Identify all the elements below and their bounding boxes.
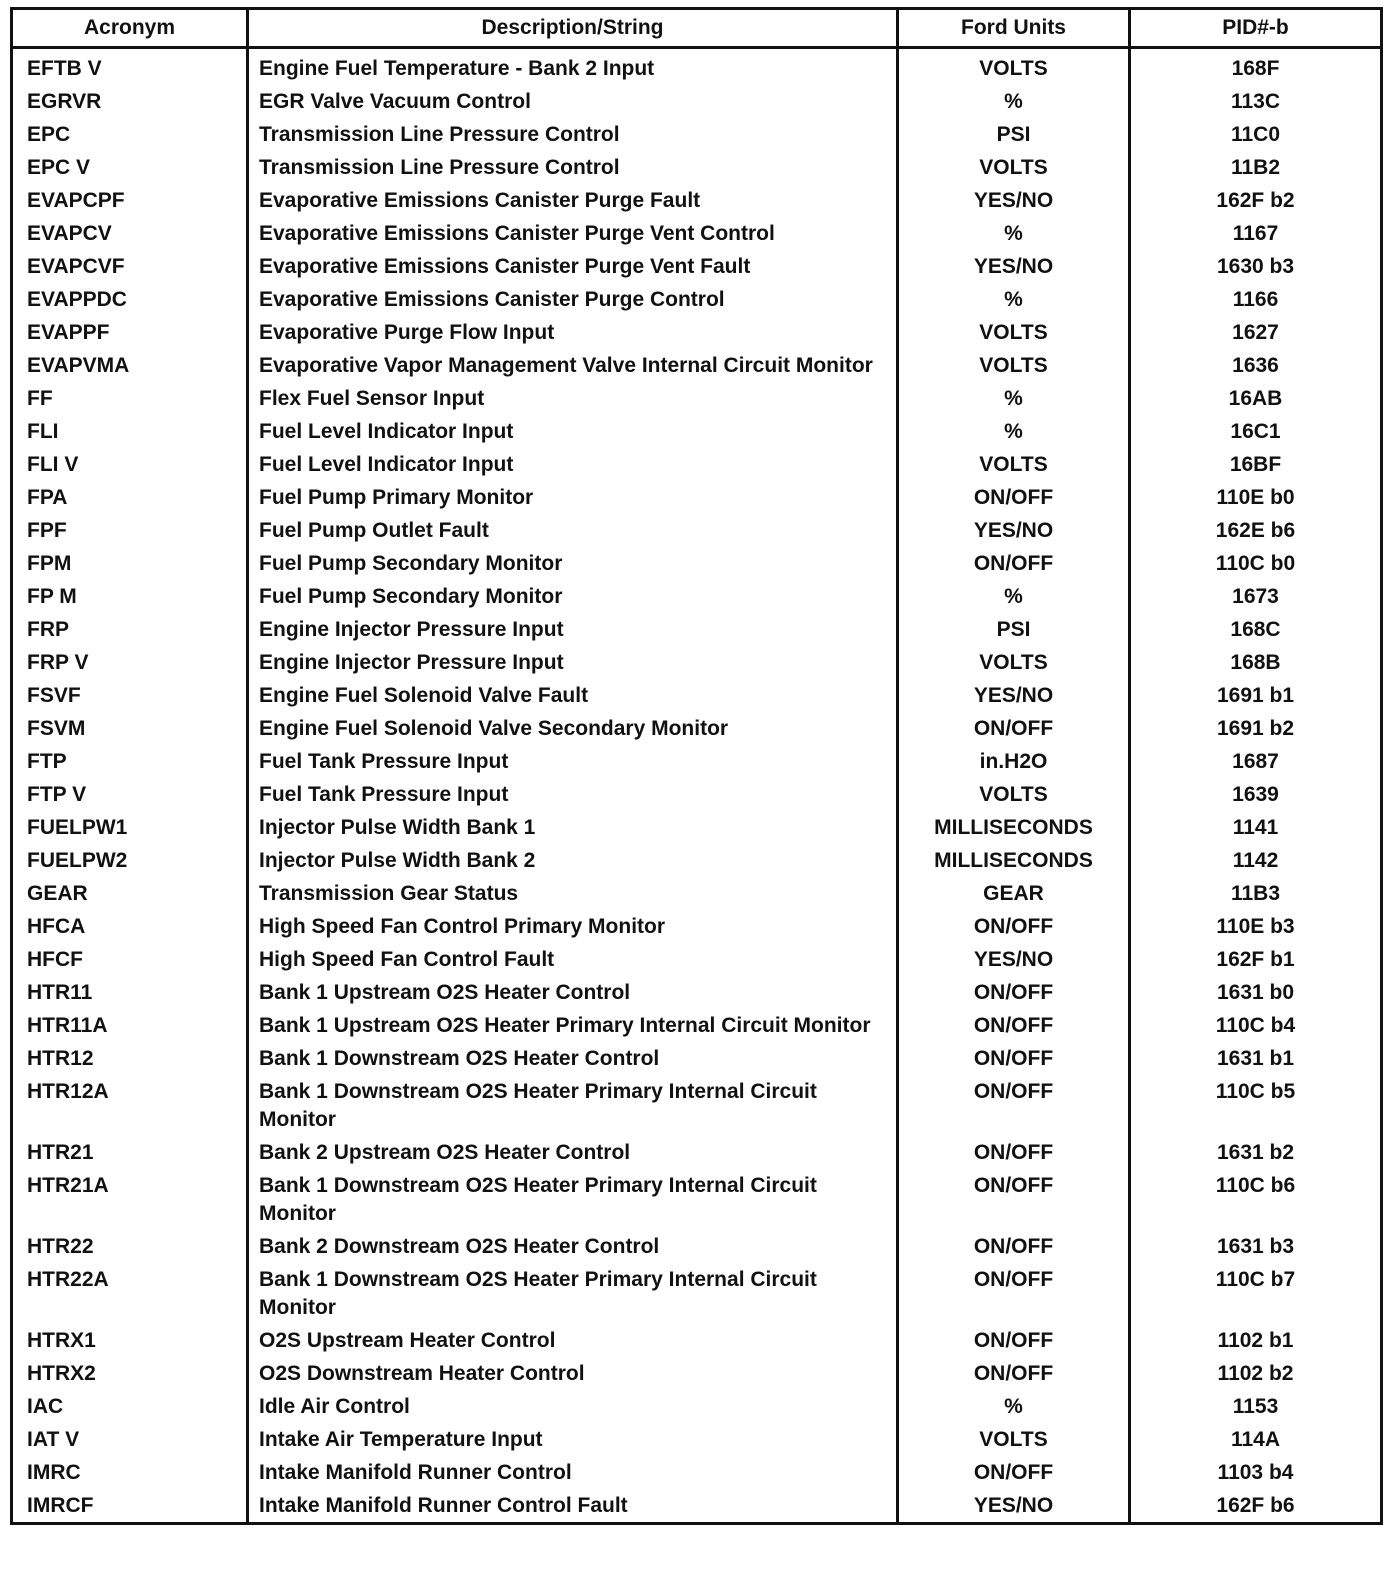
table-row xyxy=(12,1423,1382,1456)
cell-description: Fuel Tank Pressure Input xyxy=(248,778,898,811)
table-row xyxy=(12,1489,1382,1524)
table-row xyxy=(12,1009,1382,1042)
table-row xyxy=(12,1456,1382,1489)
cell-acronym: FRP V xyxy=(12,646,248,679)
cell-pid: 1142 xyxy=(1130,844,1382,877)
cell-units: ON/OFF xyxy=(898,1357,1130,1390)
cell-acronym: FUELPW2 xyxy=(12,844,248,877)
cell-acronym: FP M xyxy=(12,580,248,613)
table-row xyxy=(12,349,1382,382)
cell-description: Bank 1 Downstream O2S Heater Primary Internal Circuit Monitor xyxy=(248,1169,898,1230)
cell-units: % xyxy=(898,217,1130,250)
table-row xyxy=(12,448,1382,481)
cell-units: YES/NO xyxy=(898,184,1130,217)
cell-acronym: FF xyxy=(12,382,248,415)
table-row xyxy=(12,217,1382,250)
cell-acronym: FLI xyxy=(12,415,248,448)
table-row xyxy=(12,415,1382,448)
cell-description: Evaporative Vapor Management Valve Internal Circuit Monitor xyxy=(248,349,898,382)
cell-units: VOLTS xyxy=(898,448,1130,481)
cell-acronym: EVAPVMA xyxy=(12,349,248,382)
cell-pid: 1141 xyxy=(1130,811,1382,844)
cell-units: ON/OFF xyxy=(898,1263,1130,1324)
table-row xyxy=(12,1263,1382,1324)
cell-description: Fuel Pump Secondary Monitor xyxy=(248,547,898,580)
cell-description: Engine Fuel Solenoid Valve Secondary Monitor xyxy=(248,712,898,745)
table-row xyxy=(12,778,1382,811)
cell-description: Engine Fuel Temperature - Bank 2 Input xyxy=(248,48,898,86)
header-pid: PID#-b xyxy=(1130,9,1382,48)
table-body xyxy=(12,48,1382,1524)
cell-acronym: EVAPCPF xyxy=(12,184,248,217)
cell-description: Fuel Level Indicator Input xyxy=(248,415,898,448)
cell-acronym: HTRX1 xyxy=(12,1324,248,1357)
cell-units: ON/OFF xyxy=(898,976,1130,1009)
cell-description: Transmission Line Pressure Control xyxy=(248,151,898,184)
table-row xyxy=(12,580,1382,613)
cell-pid: 11B3 xyxy=(1130,877,1382,910)
table-row xyxy=(12,745,1382,778)
cell-pid: 1102 b1 xyxy=(1130,1324,1382,1357)
table-row xyxy=(12,646,1382,679)
cell-acronym: EVAPCV xyxy=(12,217,248,250)
cell-acronym: HTR11 xyxy=(12,976,248,1009)
cell-units: ON/OFF xyxy=(898,1456,1130,1489)
cell-description: Bank 1 Downstream O2S Heater Control xyxy=(248,1042,898,1075)
cell-acronym: IMRCF xyxy=(12,1489,248,1524)
cell-acronym: FTP xyxy=(12,745,248,778)
cell-units: ON/OFF xyxy=(898,712,1130,745)
cell-description: Evaporative Emissions Canister Purge Control xyxy=(248,283,898,316)
cell-description: Bank 1 Upstream O2S Heater Control xyxy=(248,976,898,1009)
cell-description: Intake Manifold Runner Control xyxy=(248,1456,898,1489)
table-row xyxy=(12,250,1382,283)
cell-acronym: HTR22 xyxy=(12,1230,248,1263)
cell-acronym: FPF xyxy=(12,514,248,547)
cell-units: ON/OFF xyxy=(898,547,1130,580)
cell-pid: 110C b7 xyxy=(1130,1263,1382,1324)
cell-acronym: HFCA xyxy=(12,910,248,943)
cell-acronym: IAT V xyxy=(12,1423,248,1456)
cell-units: VOLTS xyxy=(898,349,1130,382)
header-units: Ford Units xyxy=(898,9,1130,48)
cell-units: ON/OFF xyxy=(898,1169,1130,1230)
cell-acronym: HTR21 xyxy=(12,1136,248,1169)
table-row xyxy=(12,85,1382,118)
cell-pid: 168B xyxy=(1130,646,1382,679)
cell-acronym: EVAPPDC xyxy=(12,283,248,316)
cell-description: Evaporative Emissions Canister Purge Fault xyxy=(248,184,898,217)
cell-pid: 16C1 xyxy=(1130,415,1382,448)
table-row xyxy=(12,1169,1382,1230)
cell-pid: 16AB xyxy=(1130,382,1382,415)
cell-description: Engine Injector Pressure Input xyxy=(248,646,898,679)
cell-acronym: EVAPPF xyxy=(12,316,248,349)
cell-units: ON/OFF xyxy=(898,1009,1130,1042)
table-row xyxy=(12,877,1382,910)
cell-pid: 162E b6 xyxy=(1130,514,1382,547)
cell-description: Fuel Pump Secondary Monitor xyxy=(248,580,898,613)
cell-pid: 168C xyxy=(1130,613,1382,646)
cell-acronym: HTR12 xyxy=(12,1042,248,1075)
cell-units: ON/OFF xyxy=(898,481,1130,514)
cell-description: Evaporative Emissions Canister Purge Vent Fault xyxy=(248,250,898,283)
cell-pid: 1153 xyxy=(1130,1390,1382,1423)
cell-acronym: HTR22A xyxy=(12,1263,248,1324)
cell-description: EGR Valve Vacuum Control xyxy=(248,85,898,118)
cell-pid: 11B2 xyxy=(1130,151,1382,184)
table-row xyxy=(12,712,1382,745)
cell-description: High Speed Fan Control Fault xyxy=(248,943,898,976)
table-row xyxy=(12,1042,1382,1075)
cell-pid: 1631 b3 xyxy=(1130,1230,1382,1263)
cell-pid: 162F b1 xyxy=(1130,943,1382,976)
cell-description: Flex Fuel Sensor Input xyxy=(248,382,898,415)
cell-units: ON/OFF xyxy=(898,1324,1130,1357)
cell-units: ON/OFF xyxy=(898,1042,1130,1075)
cell-description: Engine Fuel Solenoid Valve Fault xyxy=(248,679,898,712)
cell-pid: 110C b6 xyxy=(1130,1169,1382,1230)
table-header xyxy=(12,9,1382,48)
cell-pid: 1627 xyxy=(1130,316,1382,349)
cell-acronym: FLI V xyxy=(12,448,248,481)
cell-acronym: IAC xyxy=(12,1390,248,1423)
cell-description: O2S Downstream Heater Control xyxy=(248,1357,898,1390)
cell-units: YES/NO xyxy=(898,1489,1130,1524)
cell-pid: 110C b0 xyxy=(1130,547,1382,580)
cell-units: GEAR xyxy=(898,877,1130,910)
cell-units: % xyxy=(898,1390,1130,1423)
cell-description: Intake Manifold Runner Control Fault xyxy=(248,1489,898,1524)
cell-pid: 110E b0 xyxy=(1130,481,1382,514)
cell-units: YES/NO xyxy=(898,943,1130,976)
cell-pid: 110C b5 xyxy=(1130,1075,1382,1136)
table-row xyxy=(12,976,1382,1009)
cell-description: Fuel Level Indicator Input xyxy=(248,448,898,481)
cell-acronym: EPC V xyxy=(12,151,248,184)
pid-reference-page xyxy=(10,7,1380,1525)
cell-description: O2S Upstream Heater Control xyxy=(248,1324,898,1357)
cell-units: VOLTS xyxy=(898,316,1130,349)
table-row xyxy=(12,910,1382,943)
table-row xyxy=(12,151,1382,184)
cell-units: YES/NO xyxy=(898,250,1130,283)
cell-pid: 1691 b2 xyxy=(1130,712,1382,745)
cell-units: ON/OFF xyxy=(898,1075,1130,1136)
cell-description: Bank 2 Downstream O2S Heater Control xyxy=(248,1230,898,1263)
cell-pid: 16BF xyxy=(1130,448,1382,481)
table-row xyxy=(12,1075,1382,1136)
table-row xyxy=(12,283,1382,316)
cell-units: ON/OFF xyxy=(898,910,1130,943)
cell-description: Intake Air Temperature Input xyxy=(248,1423,898,1456)
cell-pid: 1639 xyxy=(1130,778,1382,811)
cell-description: Idle Air Control xyxy=(248,1390,898,1423)
cell-acronym: HTR21A xyxy=(12,1169,248,1230)
table-row xyxy=(12,1136,1382,1169)
cell-units: % xyxy=(898,283,1130,316)
cell-pid: 1636 xyxy=(1130,349,1382,382)
cell-description: Injector Pulse Width Bank 1 xyxy=(248,811,898,844)
cell-pid: 113C xyxy=(1130,85,1382,118)
cell-pid: 162F b2 xyxy=(1130,184,1382,217)
cell-acronym: FSVF xyxy=(12,679,248,712)
cell-units: in.H2O xyxy=(898,745,1130,778)
cell-units: % xyxy=(898,415,1130,448)
cell-units: VOLTS xyxy=(898,646,1130,679)
cell-acronym: FPM xyxy=(12,547,248,580)
cell-acronym: FSVM xyxy=(12,712,248,745)
cell-description: Fuel Tank Pressure Input xyxy=(248,745,898,778)
cell-pid: 1691 b1 xyxy=(1130,679,1382,712)
cell-pid: 1102 b2 xyxy=(1130,1357,1382,1390)
cell-description: Engine Injector Pressure Input xyxy=(248,613,898,646)
table-row xyxy=(12,48,1382,86)
cell-pid: 1630 b3 xyxy=(1130,250,1382,283)
table-row xyxy=(12,184,1382,217)
cell-description: Bank 1 Upstream O2S Heater Primary Internal Circuit Monitor xyxy=(248,1009,898,1042)
table-row xyxy=(12,1230,1382,1263)
table-row xyxy=(12,811,1382,844)
cell-description: Bank 1 Downstream O2S Heater Primary Internal Circuit Monitor xyxy=(248,1263,898,1324)
cell-units: ON/OFF xyxy=(898,1230,1130,1263)
cell-pid: 1103 b4 xyxy=(1130,1456,1382,1489)
cell-description: Evaporative Emissions Canister Purge Vent Control xyxy=(248,217,898,250)
cell-pid: 110C b4 xyxy=(1130,1009,1382,1042)
table-row xyxy=(12,481,1382,514)
cell-units: % xyxy=(898,580,1130,613)
cell-pid: 168F xyxy=(1130,48,1382,86)
cell-description: Bank 2 Upstream O2S Heater Control xyxy=(248,1136,898,1169)
cell-acronym: HTRX2 xyxy=(12,1357,248,1390)
cell-pid: 1167 xyxy=(1130,217,1382,250)
cell-units: MILLISECONDS xyxy=(898,811,1130,844)
table-row xyxy=(12,382,1382,415)
cell-pid: 1631 b1 xyxy=(1130,1042,1382,1075)
cell-units: % xyxy=(898,382,1130,415)
table-row xyxy=(12,118,1382,151)
cell-acronym: EPC xyxy=(12,118,248,151)
table-row xyxy=(12,316,1382,349)
cell-units: VOLTS xyxy=(898,151,1130,184)
cell-pid: 110E b3 xyxy=(1130,910,1382,943)
table-row xyxy=(12,943,1382,976)
cell-description: Fuel Pump Primary Monitor xyxy=(248,481,898,514)
cell-pid: 162F b6 xyxy=(1130,1489,1382,1524)
pid-table xyxy=(10,7,1383,1525)
cell-acronym: HTR11A xyxy=(12,1009,248,1042)
cell-pid: 1673 xyxy=(1130,580,1382,613)
table-row xyxy=(12,844,1382,877)
header-acronym: Acronym xyxy=(12,9,248,48)
table-row xyxy=(12,514,1382,547)
cell-units: PSI xyxy=(898,613,1130,646)
table-row xyxy=(12,1390,1382,1423)
header-row xyxy=(12,9,1382,48)
cell-pid: 114A xyxy=(1130,1423,1382,1456)
cell-acronym: FRP xyxy=(12,613,248,646)
cell-description: Bank 1 Downstream O2S Heater Primary Internal Circuit Monitor xyxy=(248,1075,898,1136)
cell-units: PSI xyxy=(898,118,1130,151)
table-row xyxy=(12,679,1382,712)
cell-acronym: IMRC xyxy=(12,1456,248,1489)
table-row xyxy=(12,1324,1382,1357)
cell-units: VOLTS xyxy=(898,778,1130,811)
cell-acronym: HFCF xyxy=(12,943,248,976)
table-row xyxy=(12,1357,1382,1390)
cell-units: YES/NO xyxy=(898,679,1130,712)
cell-description: Fuel Pump Outlet Fault xyxy=(248,514,898,547)
cell-acronym: FTP V xyxy=(12,778,248,811)
cell-acronym: EVAPCVF xyxy=(12,250,248,283)
cell-description: Transmission Line Pressure Control xyxy=(248,118,898,151)
cell-acronym: FPA xyxy=(12,481,248,514)
table-row xyxy=(12,613,1382,646)
cell-acronym: EFTB V xyxy=(12,48,248,86)
cell-units: VOLTS xyxy=(898,48,1130,86)
cell-pid: 1631 b0 xyxy=(1130,976,1382,1009)
cell-acronym: GEAR xyxy=(12,877,248,910)
cell-units: YES/NO xyxy=(898,514,1130,547)
header-description: Description/String xyxy=(248,9,898,48)
cell-description: Injector Pulse Width Bank 2 xyxy=(248,844,898,877)
cell-acronym: EGRVR xyxy=(12,85,248,118)
cell-pid: 11C0 xyxy=(1130,118,1382,151)
cell-units: MILLISECONDS xyxy=(898,844,1130,877)
cell-description: Evaporative Purge Flow Input xyxy=(248,316,898,349)
cell-units: VOLTS xyxy=(898,1423,1130,1456)
cell-units: % xyxy=(898,85,1130,118)
cell-pid: 1166 xyxy=(1130,283,1382,316)
cell-units: ON/OFF xyxy=(898,1136,1130,1169)
cell-acronym: FUELPW1 xyxy=(12,811,248,844)
cell-pid: 1687 xyxy=(1130,745,1382,778)
table-row xyxy=(12,547,1382,580)
cell-acronym: HTR12A xyxy=(12,1075,248,1136)
cell-pid: 1631 b2 xyxy=(1130,1136,1382,1169)
cell-description: High Speed Fan Control Primary Monitor xyxy=(248,910,898,943)
cell-description: Transmission Gear Status xyxy=(248,877,898,910)
